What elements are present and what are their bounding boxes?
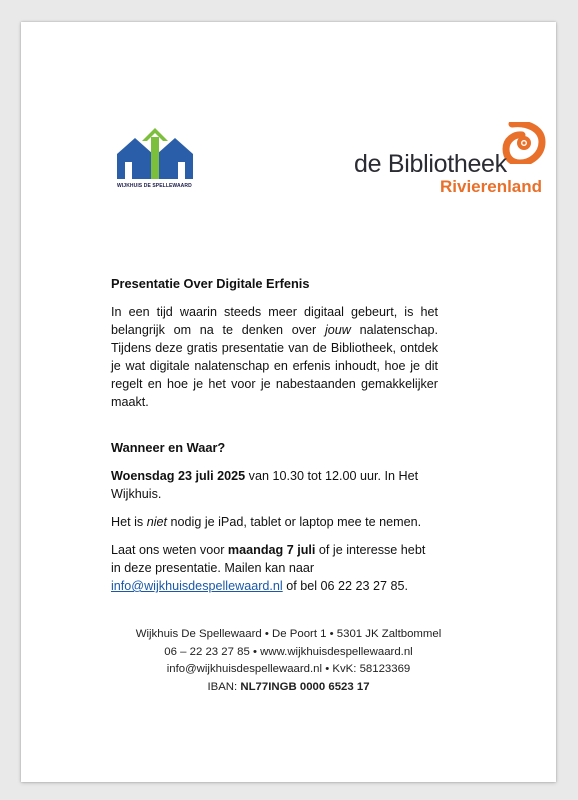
footer: [21, 626, 556, 696]
register-text-continued: of je interesse hebt in deze presentatie. Mailen kan naar: [111, 543, 426, 575]
wijkhuis-logo: [117, 124, 193, 189]
document-page: [21, 22, 556, 782]
bibliotheek-logo: [354, 122, 549, 202]
register-deadline: maandag 7 juli: [227, 543, 316, 557]
bibliotheek-region: Rivierenland: [440, 177, 543, 196]
wijkhuis-logo-caption: WIJKHUIS DE SPELLEWAARD: [117, 183, 192, 189]
when-paragraph: [111, 467, 438, 503]
iban-value: NL77INGB 0000 6523 17: [240, 680, 370, 693]
device-text-continued: nodig je iPad, tablet or laptop mee te nemen.: [167, 515, 422, 529]
iban-label: IBAN:: [207, 680, 241, 693]
footer-email-kvk: info@wijkhuisdespellewaard.nl • KvK: 58123369: [166, 663, 411, 675]
footer-address: Wijkhuis De Spellewaard • De Poort 1 • 5301 JK Zaltbommel: [135, 628, 442, 640]
register-text: Laat ons weten voor: [111, 543, 228, 557]
register-phone-text: of bel 06 22 23 27 85.: [282, 579, 409, 593]
footer-iban: [21, 679, 556, 697]
when-heading: Wanneer en Waar?: [111, 440, 226, 455]
footer-phone-web: 06 – 22 23 27 85 • www.wijkhuisdespellewaard.nl: [164, 645, 413, 658]
intro-text-continued: nalatenschap. Tijdens deze gratis presentatie van de Bibliotheek, ontdek je wat digitale nalatenschap en erfenis inhoudt, hoe je dit regelt en hoe je het voor je nabestaanden gemakkelijker maakt.: [111, 323, 438, 409]
register-paragraph: [111, 541, 438, 595]
email-link[interactable]: info@wijkhuisdespellewaard.nl: [111, 579, 283, 593]
device-emphasis: niet: [146, 515, 168, 529]
intro-text: In een tijd waarin steeds meer digitaal gebeurt, is het belangrijk om na te denken over: [111, 305, 438, 337]
device-text: Het is: [111, 515, 147, 529]
device-paragraph: [111, 513, 438, 531]
intro-emphasis: jouw: [324, 323, 351, 337]
intro-paragraph: [111, 303, 438, 411]
document-title: Presentatie Over Digitale Erfenis: [111, 276, 310, 291]
bibliotheek-mark-icon: [502, 122, 546, 164]
bibliotheek-wordmark: de Bibliotheek: [354, 150, 507, 178]
event-time-location: van 10.30 tot 12.00 uur. In Het Wijkhuis.: [111, 469, 419, 501]
wijkhuis-houses-icon: [117, 124, 193, 182]
event-date: Woensdag 23 juli 2025: [111, 469, 246, 483]
document-body: [111, 275, 438, 605]
